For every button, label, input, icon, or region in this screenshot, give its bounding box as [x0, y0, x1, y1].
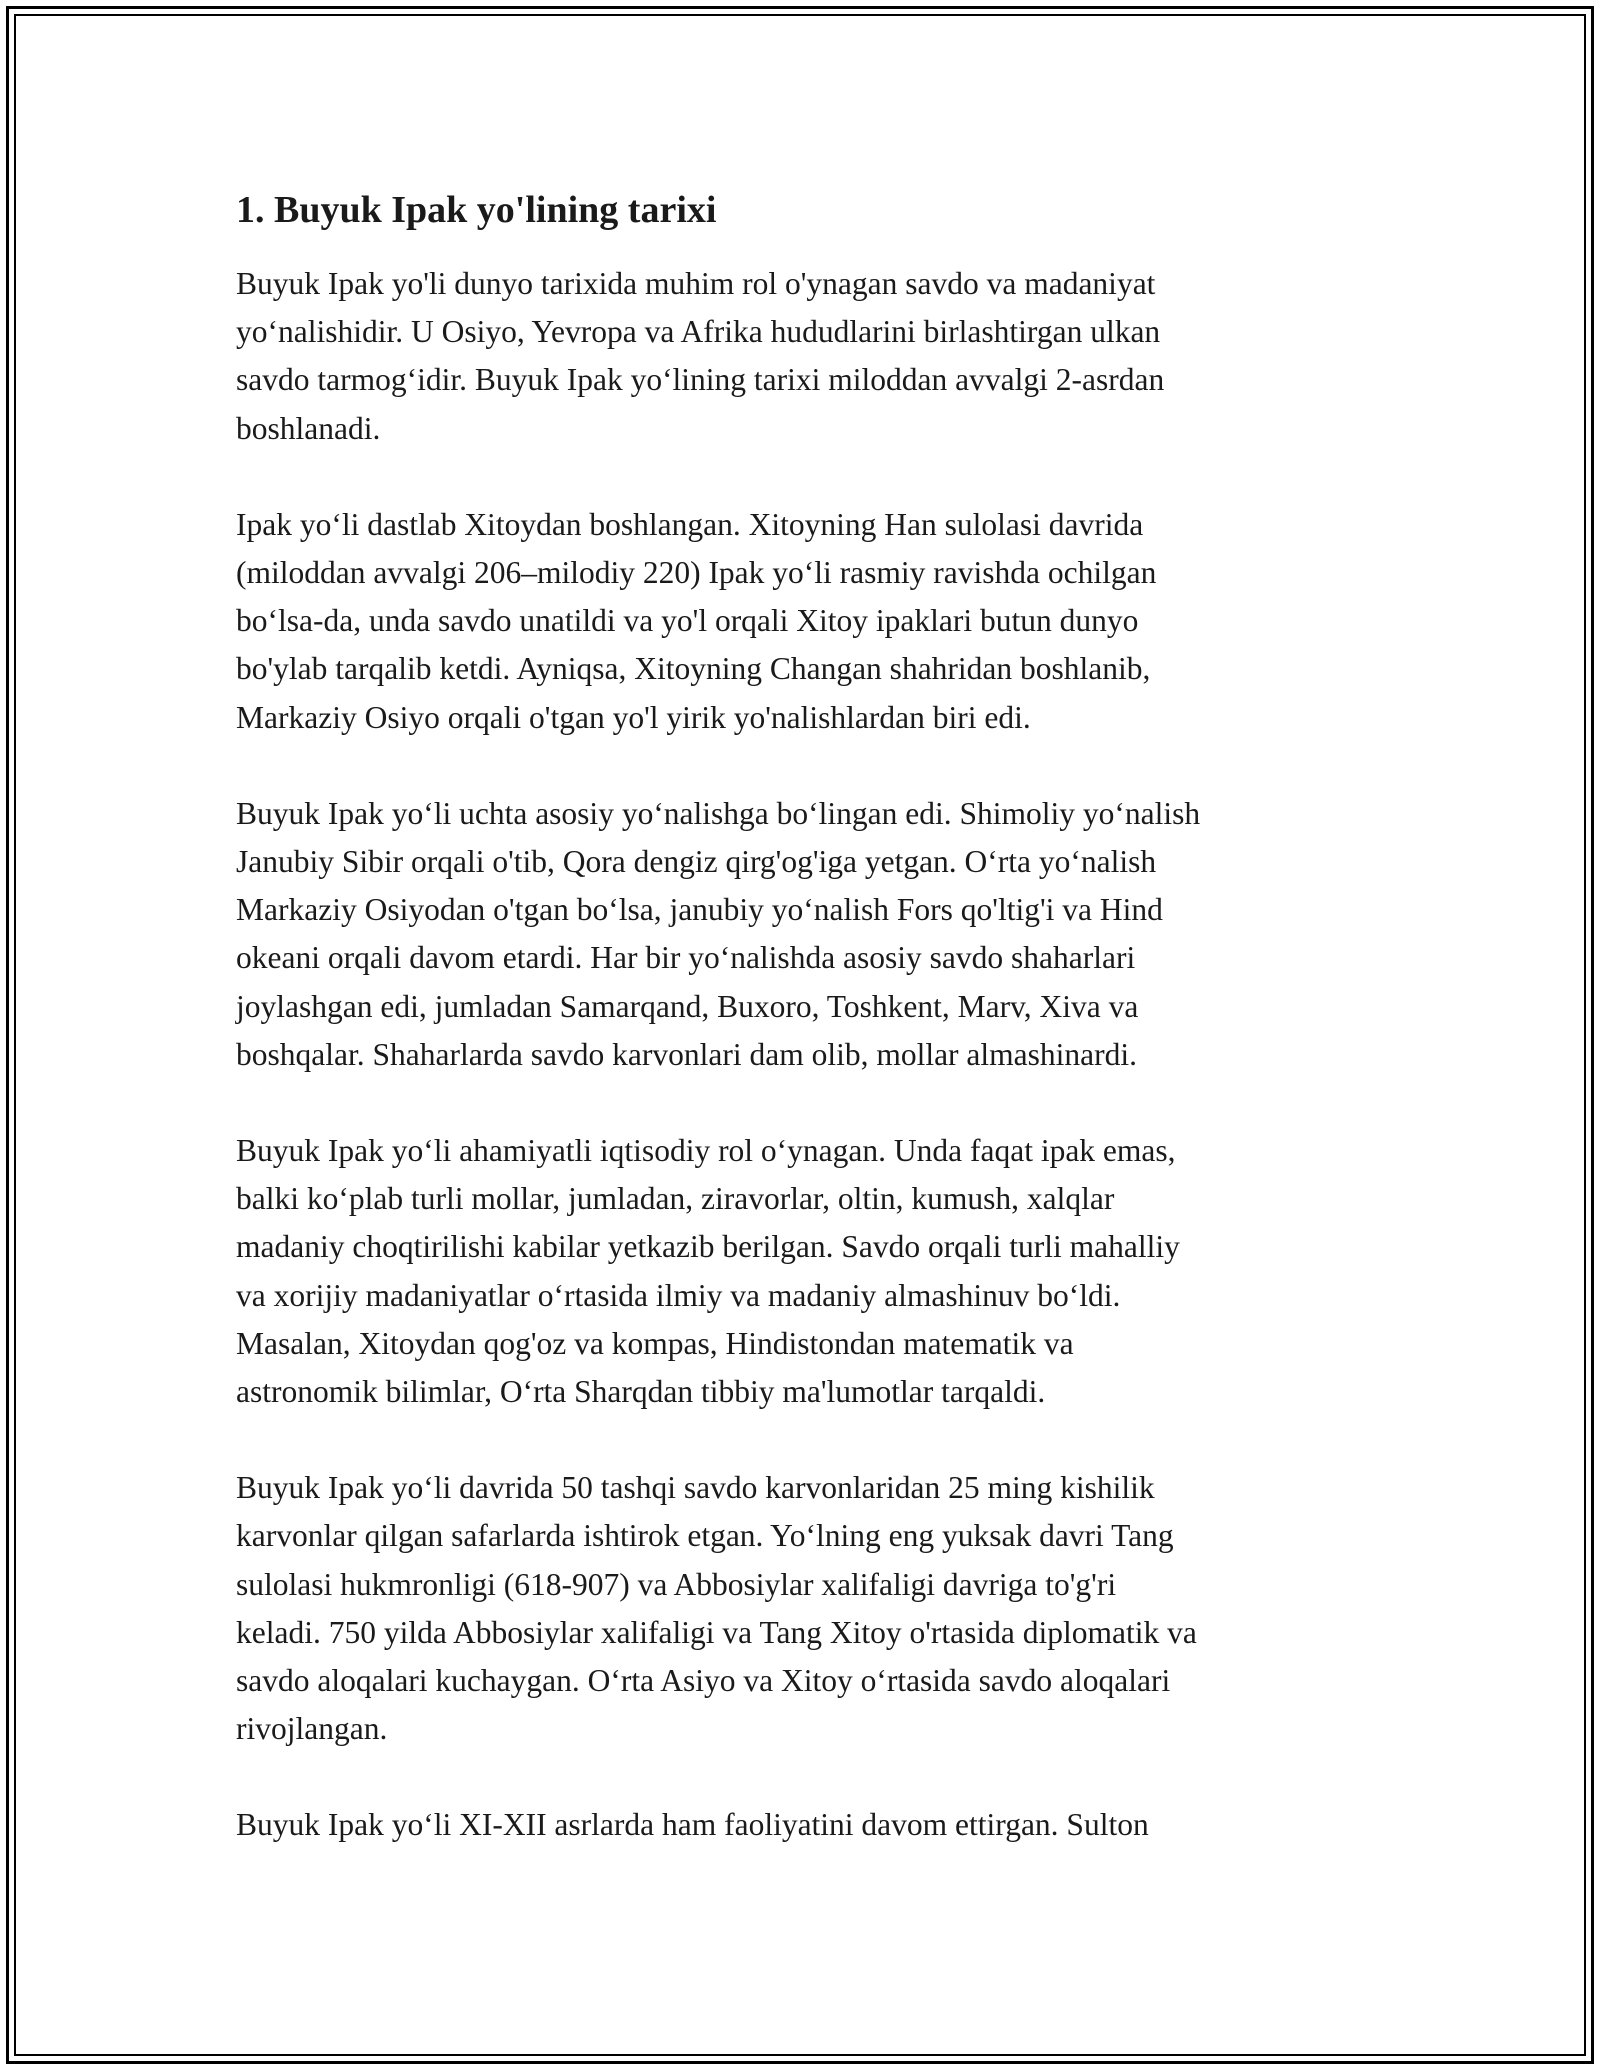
- text-line: yo‘nalishidir. U Osiyo, Yevropa va Afrika hududlarini birlashtirgan ulkan: [236, 314, 1161, 350]
- text-line: sulolasi hukmronligi (618-907) va Abbosiylar xalifaligi davriga to'g'ri: [236, 1566, 1117, 1602]
- text-line: Buyuk Ipak yo‘li ahamiyatli iqtisodiy rol o‘ynagan. Unda faqat ipak emas,: [236, 1133, 1176, 1169]
- text-line: savdo aloqalari kuchaygan. O‘rta Asiyo va Xitoy o‘rtasida savdo aloqalari: [236, 1663, 1171, 1699]
- section-heading: 1. Buyuk Ipak yo'lining tarixi: [236, 189, 717, 231]
- text-line: madaniy choqtirilishi kabilar yetkazib berilgan. Savdo orqali turli mahalliy: [236, 1229, 1180, 1265]
- text-line: rivojlangan.: [236, 1711, 388, 1747]
- text-line: joylashgan edi, jumladan Samarqand, Buxoro, Toshkent, Marv, Xiva va: [236, 988, 1139, 1024]
- text-line: savdo tarmog‘idir. Buyuk Ipak yo‘lining tarixi miloddan avvalgi 2-asrdan: [236, 362, 1165, 398]
- paragraph: [236, 1127, 1366, 1416]
- text-line: Buyuk Ipak yo‘li XI-XII asrlarda ham faoliyatini davom ettirgan. Sulton: [236, 1807, 1149, 1843]
- paragraph: [236, 1464, 1366, 1753]
- text-line: okeani orqali davom etardi. Har bir yo‘nalishda asosiy savdo shaharlari: [236, 940, 1136, 976]
- text-line: Buyuk Ipak yo'li dunyo tarixida muhim rol o'ynagan savdo va madaniyat: [236, 266, 1156, 301]
- paragraph: [236, 790, 1366, 1079]
- paragraph: [236, 1801, 1366, 1849]
- text-line: astronomik bilimlar, O‘rta Sharqdan tibbiy ma'lumotlar tarqaldi.: [236, 1374, 1046, 1410]
- text-line: Markaziy Osiyodan o'tgan bo‘lsa, janubiy yo‘nalish Fors qo'ltig'i va Hind: [236, 892, 1163, 928]
- text-line: Janubiy Sibir orqali o'tib, Qora dengiz qirg'og'iga yetgan. O‘rta yo‘nalish: [236, 844, 1157, 880]
- text-line: keladi. 750 yilda Abbosiylar xalifaligi va Tang Xitoy o'rtasida diplomatik va: [236, 1614, 1197, 1650]
- text-line: Ipak yo‘li dastlab Xitoydan boshlangan. Xitoyning Han sulolasi davrida: [236, 506, 1144, 542]
- text-line: Buyuk Ipak yo‘li uchta asosiy yo‘nalishga bo‘lingan edi. Shimoliy yo‘nalish: [236, 795, 1201, 831]
- text-line: Masalan, Xitoydan qog'oz va kompas, Hindistondan matematik va: [236, 1325, 1074, 1361]
- text-line: bo'ylab tarqalib ketdi. Ayniqsa, Xitoyning Changan shahridan boshlanib,: [236, 651, 1151, 687]
- text-line: Buyuk Ipak yo‘li davrida 50 tashqi savdo karvonlaridan 25 ming kishilik: [236, 1470, 1155, 1506]
- text-line: va xorijiy madaniyatlar o‘rtasida ilmiy va madaniy almashinuv bo‘ldi.: [236, 1277, 1121, 1313]
- document-content: [236, 186, 1366, 1898]
- paragraph: [236, 501, 1366, 742]
- text-line: (miloddan avvalgi 206–milodiy 220) Ipak yo‘li rasmiy ravishda ochilgan: [236, 555, 1157, 591]
- paragraph: [236, 260, 1366, 453]
- text-line: boshlanadi.: [236, 410, 381, 446]
- text-line: balki ko‘plab turli mollar, jumladan, ziravorlar, oltin, kumush, xalqlar: [236, 1181, 1115, 1217]
- text-line: Markaziy Osiyo orqali o'tgan yo'l yirik yo'nalishlardan biri edi.: [236, 699, 1031, 735]
- text-line: bo‘lsa-da, unda savdo unatildi va yo'l orqali Xitoy ipaklari butun dunyo: [236, 603, 1139, 639]
- text-line: karvonlar qilgan safarlarda ishtirok etgan. Yo‘lning eng yuksak davri Tang: [236, 1518, 1174, 1554]
- text-line: boshqalar. Shaharlarda savdo karvonlari dam olib, mollar almashinardi.: [236, 1036, 1137, 1072]
